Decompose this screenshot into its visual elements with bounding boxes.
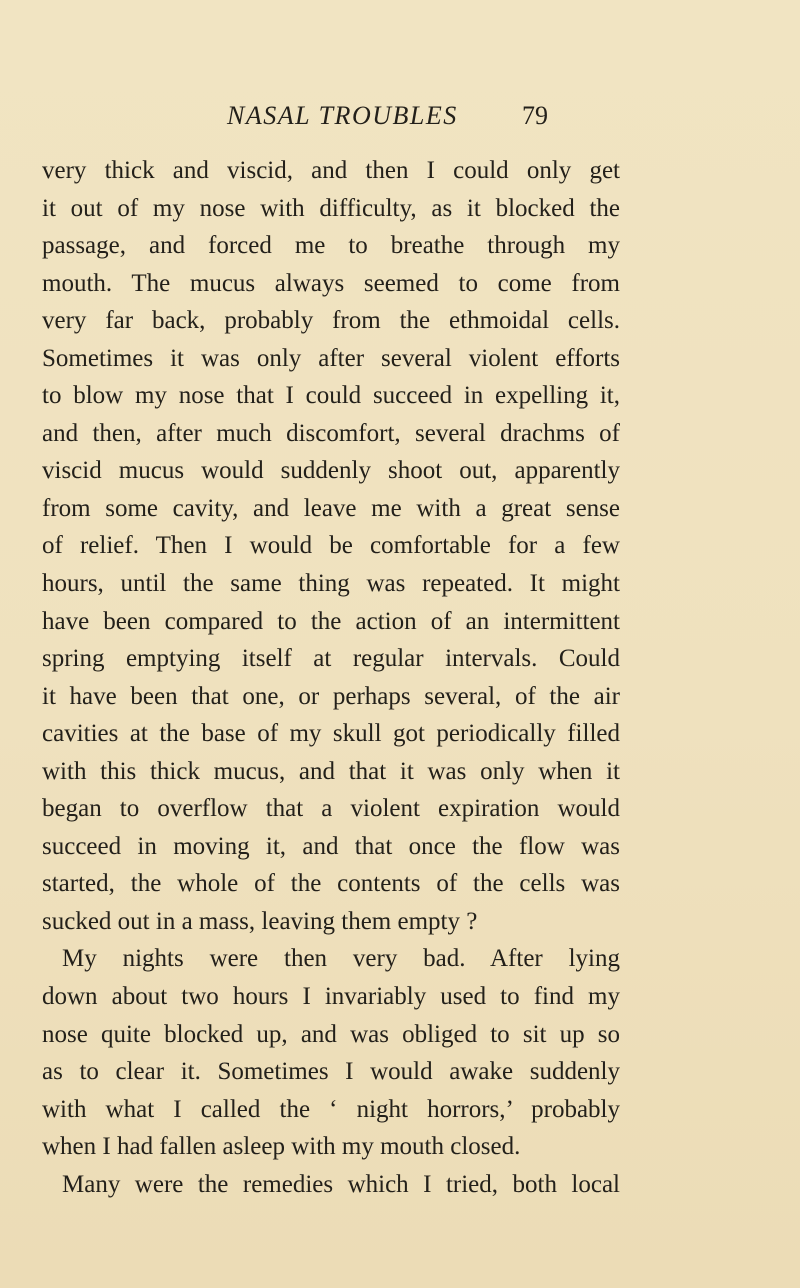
text-line: Many were the remedies which I tried, both local: [62, 1170, 620, 1198]
text-line: as to clear it. Sometimes I would awake suddenly: [42, 1058, 620, 1086]
text-line: when I had fallen asleep with my mouth closed.: [42, 1133, 521, 1161]
text-line: viscid mucus would suddenly shoot out, apparently: [42, 457, 620, 485]
page-number: 79: [522, 101, 548, 130]
text-line: sucked out in a mass, leaving them empty ?: [42, 907, 478, 935]
text-line: to blow my nose that I could succeed in expelling it,: [42, 382, 620, 410]
text-line: with what I called the ‘ night horrors,’ probably: [42, 1095, 620, 1123]
text-line: it out of my nose with difficulty, as it blocked the: [42, 194, 620, 222]
text-line: succeed in moving it, and that once the flow was: [42, 832, 620, 860]
text-line: spring emptying itself at regular intervals. Could: [42, 645, 620, 673]
text-line: nose quite blocked up, and was obliged to sit up so: [42, 1020, 620, 1048]
text-line: passage, and forced me to breathe through my: [42, 232, 620, 260]
text-line: it have been that one, or perhaps several, of the air: [42, 682, 620, 710]
running-title: NASAL TROUBLES: [227, 101, 458, 130]
text-line: mouth. The mucus always seemed to come from: [42, 269, 620, 297]
text-line: down about two hours I invariably used to find my: [42, 983, 620, 1011]
text-line: and then, after much discomfort, several drachms of: [42, 419, 620, 447]
text-line: with this thick mucus, and that it was only when it: [42, 757, 620, 785]
text-line: cavities at the base of my skull got periodically filled: [42, 720, 620, 748]
text-line: Sometimes it was only after several violent efforts: [42, 344, 620, 372]
text-line: hours, until the same thing was repeated. It might: [42, 570, 620, 598]
text-line: from some cavity, and leave me with a great sense: [42, 494, 620, 522]
text-line: very far back, probably from the ethmoidal cells.: [42, 307, 620, 335]
text-line: started, the whole of the contents of the cells was: [42, 870, 620, 898]
text-line: began to overflow that a violent expiration would: [42, 795, 620, 823]
text-line: have been compared to the action of an intermittent: [42, 607, 620, 635]
text-line: very thick and viscid, and then I could only get: [42, 157, 620, 184]
text-line: My nights were then very bad. After lying: [62, 945, 620, 973]
body-text: [42, 152, 620, 1203]
text-line: of relief. Then I would be comfortable for a few: [42, 532, 620, 560]
